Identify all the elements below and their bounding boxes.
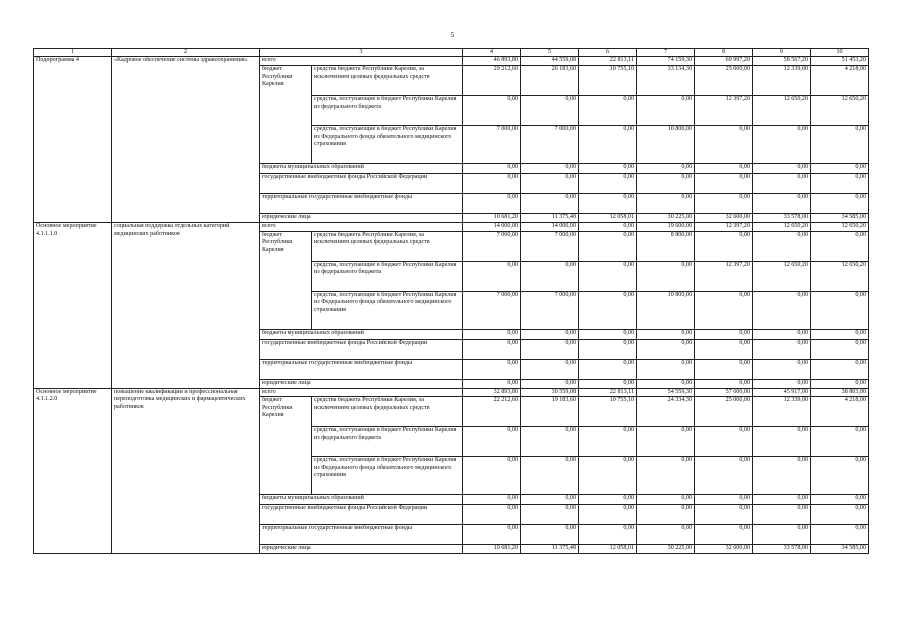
table-row bbox=[34, 388, 869, 397]
source-label: всего bbox=[260, 57, 463, 66]
value-cell: 0,00 bbox=[521, 505, 579, 525]
value-cell: 0,00 bbox=[811, 427, 869, 457]
value-cell: 0,00 bbox=[463, 495, 521, 505]
value-cell: 0,00 bbox=[579, 427, 637, 457]
value-cell: 0,00 bbox=[463, 96, 521, 126]
value-cell: 12 650,20 bbox=[811, 96, 869, 126]
value-cell: 0,00 bbox=[811, 525, 869, 545]
value-cell: 0,00 bbox=[521, 359, 579, 379]
table-row bbox=[34, 223, 869, 232]
value-cell: 22 212,60 bbox=[463, 397, 521, 427]
value-cell: 0,00 bbox=[637, 379, 695, 388]
funding-source-label: средства бюджета Республики Карелия, за исключением целевых федеральных средств bbox=[312, 231, 463, 261]
value-cell: 0,00 bbox=[637, 359, 695, 379]
header-cell: 1 bbox=[34, 49, 112, 57]
value-cell: 12 650,20 bbox=[811, 261, 869, 291]
funding-source-label: средства, поступающие в бюджет Республики Карелия из федерального бюджета bbox=[312, 427, 463, 457]
value-cell: 0,00 bbox=[753, 329, 811, 339]
table-row bbox=[34, 57, 869, 66]
value-cell: 12 650,20 bbox=[811, 223, 869, 232]
value-cell: 0,00 bbox=[579, 174, 637, 194]
value-cell: 0,00 bbox=[579, 359, 637, 379]
value-cell: 10 800,00 bbox=[637, 126, 695, 164]
value-cell: 14 000,00 bbox=[463, 223, 521, 232]
budget-table bbox=[33, 48, 869, 554]
value-cell: 7 000,00 bbox=[521, 126, 579, 164]
value-cell: 0,00 bbox=[579, 329, 637, 339]
value-cell: 0,00 bbox=[521, 164, 579, 174]
value-cell: 0,00 bbox=[579, 126, 637, 164]
value-cell: 12 339,00 bbox=[753, 397, 811, 427]
value-cell: 0,00 bbox=[463, 379, 521, 388]
value-cell: 0,00 bbox=[579, 231, 637, 261]
value-cell: 0,00 bbox=[811, 359, 869, 379]
value-cell: 0,00 bbox=[637, 164, 695, 174]
header-cell: 3 bbox=[260, 49, 463, 57]
measure-name: повышение квалификации и профессиональная переподготовка медицинских и фармацевтических работников bbox=[112, 388, 260, 554]
header-cell: 4 bbox=[463, 49, 521, 57]
value-cell: 0,00 bbox=[579, 194, 637, 214]
header-cell: 2 bbox=[112, 49, 260, 57]
value-cell: 0,00 bbox=[753, 505, 811, 525]
value-cell: 51 453,20 bbox=[811, 57, 869, 66]
value-cell: 0,00 bbox=[579, 525, 637, 545]
value-cell: 0,00 bbox=[753, 525, 811, 545]
value-cell: 11 375,48 bbox=[521, 214, 579, 223]
measure-code: Подпрограмма 4 bbox=[34, 57, 112, 223]
budget-label: бюджет Республики Карелия bbox=[260, 231, 312, 329]
value-cell: 0,00 bbox=[695, 174, 753, 194]
value-cell: 0,00 bbox=[521, 339, 579, 359]
value-cell: 0,00 bbox=[579, 457, 637, 495]
measure-name: «Кадровое обеспечение системы здравоохранения» bbox=[112, 57, 260, 223]
value-cell: 0,00 bbox=[753, 231, 811, 261]
value-cell: 0,00 bbox=[463, 525, 521, 545]
source-label: всего bbox=[260, 388, 463, 397]
value-cell: 0,00 bbox=[695, 525, 753, 545]
value-cell: 0,00 bbox=[811, 495, 869, 505]
value-cell: 0,00 bbox=[463, 329, 521, 339]
value-cell: 0,00 bbox=[695, 291, 753, 329]
value-cell: 25 000,00 bbox=[695, 66, 753, 96]
value-cell: 74 159,30 bbox=[637, 57, 695, 66]
value-cell: 0,00 bbox=[753, 379, 811, 388]
value-cell: 0,00 bbox=[637, 174, 695, 194]
value-cell: 34 585,00 bbox=[811, 545, 869, 554]
value-cell: 4 218,00 bbox=[811, 397, 869, 427]
budget-label: бюджет Республики Карелия bbox=[260, 66, 312, 164]
value-cell: 12 339,00 bbox=[753, 66, 811, 96]
value-cell: 0,00 bbox=[753, 339, 811, 359]
value-cell: 0,00 bbox=[521, 261, 579, 291]
value-cell: 0,00 bbox=[811, 457, 869, 495]
value-cell: 45 917,00 bbox=[753, 388, 811, 397]
value-cell: 12 397,20 bbox=[695, 96, 753, 126]
value-cell: 22 813,11 bbox=[579, 57, 637, 66]
source-label: территориальные государственные внебюджетные фонды bbox=[260, 525, 463, 545]
value-cell: 7 000,00 bbox=[521, 231, 579, 261]
value-cell: 0,00 bbox=[521, 96, 579, 126]
value-cell: 32 893,80 bbox=[463, 388, 521, 397]
value-cell: 0,00 bbox=[695, 126, 753, 164]
source-label: бюджеты муниципальных образований bbox=[260, 164, 463, 174]
value-cell: 0,00 bbox=[521, 329, 579, 339]
value-cell: 44 559,08 bbox=[521, 57, 579, 66]
value-cell: 0,00 bbox=[637, 505, 695, 525]
value-cell: 12 650,20 bbox=[753, 96, 811, 126]
value-cell: 0,00 bbox=[521, 495, 579, 505]
value-cell: 0,00 bbox=[811, 379, 869, 388]
value-cell: 19 600,00 bbox=[637, 223, 695, 232]
source-label: территориальные государственные внебюджетные фонды bbox=[260, 359, 463, 379]
value-cell: 0,00 bbox=[637, 194, 695, 214]
funding-source-label: средства, поступающие в бюджет Республики Карелия из Федерального фонда обязательного медицинского страхования bbox=[312, 126, 463, 164]
value-cell: 12 397,20 bbox=[695, 223, 753, 232]
value-cell: 0,00 bbox=[463, 359, 521, 379]
value-cell: 0,00 bbox=[811, 174, 869, 194]
value-cell: 0,00 bbox=[811, 339, 869, 359]
funding-source-label: средства, поступающие в бюджет Республики Карелия из Федерального фонда обязательного медицинского страхования bbox=[312, 291, 463, 329]
value-cell: 0,00 bbox=[753, 194, 811, 214]
value-cell: 10 755,10 bbox=[579, 66, 637, 96]
value-cell: 8 800,00 bbox=[637, 231, 695, 261]
value-cell: 0,00 bbox=[579, 164, 637, 174]
value-cell: 0,00 bbox=[811, 505, 869, 525]
value-cell: 0,00 bbox=[637, 329, 695, 339]
value-cell: 33 578,00 bbox=[753, 214, 811, 223]
value-cell: 0,00 bbox=[637, 96, 695, 126]
value-cell: 69 997,20 bbox=[695, 57, 753, 66]
measure-code: Основное мероприятие 4.1.1.1.0 bbox=[34, 223, 112, 389]
value-cell: 0,00 bbox=[695, 164, 753, 174]
value-cell: 0,00 bbox=[463, 261, 521, 291]
source-label: государственные внебюджетные фонды Российской Федерации bbox=[260, 339, 463, 359]
value-cell: 14 000,00 bbox=[521, 223, 579, 232]
value-cell: 0,00 bbox=[811, 164, 869, 174]
value-cell: 0,00 bbox=[637, 525, 695, 545]
value-cell: 0,00 bbox=[579, 291, 637, 329]
value-cell: 0,00 bbox=[521, 174, 579, 194]
budget-label: бюджет Республики Карелия bbox=[260, 397, 312, 495]
value-cell: 0,00 bbox=[637, 427, 695, 457]
value-cell: 0,00 bbox=[637, 457, 695, 495]
value-cell: 0,00 bbox=[579, 505, 637, 525]
value-cell: 0,00 bbox=[811, 291, 869, 329]
value-cell: 57 600,00 bbox=[695, 388, 753, 397]
value-cell: 0,00 bbox=[637, 339, 695, 359]
source-label: юридические лица bbox=[260, 214, 463, 223]
measure-code: Основное мероприятие 4.1.1.2.0 bbox=[34, 388, 112, 554]
source-label: всего bbox=[260, 223, 463, 232]
value-cell: 33 134,30 bbox=[637, 66, 695, 96]
header-cell: 7 bbox=[637, 49, 695, 57]
source-label: бюджеты муниципальных образований bbox=[260, 329, 463, 339]
value-cell: 4 218,00 bbox=[811, 66, 869, 96]
header-cell: 8 bbox=[695, 49, 753, 57]
header-cell: 9 bbox=[753, 49, 811, 57]
value-cell: 30 225,00 bbox=[637, 545, 695, 554]
value-cell: 0,00 bbox=[579, 261, 637, 291]
value-cell: 11 375,48 bbox=[521, 545, 579, 554]
value-cell: 0,00 bbox=[521, 427, 579, 457]
value-cell: 30 225,00 bbox=[637, 214, 695, 223]
value-cell: 0,00 bbox=[463, 339, 521, 359]
value-cell: 7 000,00 bbox=[463, 231, 521, 261]
value-cell: 38 803,00 bbox=[811, 388, 869, 397]
funding-source-label: средства, поступающие в бюджет Республики Карелия из федерального бюджета bbox=[312, 261, 463, 291]
value-cell: 0,00 bbox=[753, 174, 811, 194]
value-cell: 58 567,20 bbox=[753, 57, 811, 66]
value-cell: 0,00 bbox=[695, 231, 753, 261]
value-cell: 7 000,00 bbox=[463, 126, 521, 164]
page-number: 5 bbox=[450, 31, 455, 39]
value-cell: 46 893,80 bbox=[463, 57, 521, 66]
value-cell: 0,00 bbox=[637, 261, 695, 291]
value-cell: 0,00 bbox=[695, 339, 753, 359]
value-cell: 10 681,20 bbox=[463, 545, 521, 554]
source-label: территориальные государственные внебюджетные фонды bbox=[260, 194, 463, 214]
value-cell: 0,00 bbox=[695, 495, 753, 505]
funding-source-label: средства бюджета Республики Карелия, за исключением целевых федеральных средств bbox=[312, 66, 463, 96]
value-cell: 0,00 bbox=[579, 96, 637, 126]
measure-name: социальная поддержка отдельных категорий медицинских работников bbox=[112, 223, 260, 389]
header-cell: 10 bbox=[811, 49, 869, 57]
value-cell: 12 058,01 bbox=[579, 545, 637, 554]
value-cell: 54 559,30 bbox=[637, 388, 695, 397]
value-cell: 0,00 bbox=[695, 457, 753, 495]
value-cell: 34 585,00 bbox=[811, 214, 869, 223]
value-cell: 10 755,10 bbox=[579, 397, 637, 427]
value-cell: 0,00 bbox=[753, 427, 811, 457]
value-cell: 12 058,01 bbox=[579, 214, 637, 223]
value-cell: 0,00 bbox=[579, 339, 637, 359]
value-cell: 0,00 bbox=[811, 231, 869, 261]
value-cell: 0,00 bbox=[811, 194, 869, 214]
value-cell: 7 000,00 bbox=[521, 291, 579, 329]
source-label: бюджеты муниципальных образований bbox=[260, 495, 463, 505]
value-cell: 0,00 bbox=[753, 291, 811, 329]
value-cell: 25 000,00 bbox=[695, 397, 753, 427]
value-cell: 0,00 bbox=[695, 427, 753, 457]
source-label: государственные внебюджетные фонды Российской Федерации bbox=[260, 174, 463, 194]
value-cell: 0,00 bbox=[695, 194, 753, 214]
value-cell: 0,00 bbox=[695, 379, 753, 388]
value-cell: 0,00 bbox=[811, 126, 869, 164]
value-cell: 30 559,08 bbox=[521, 388, 579, 397]
value-cell: 12 650,20 bbox=[753, 223, 811, 232]
value-cell: 24 334,30 bbox=[637, 397, 695, 427]
value-cell: 0,00 bbox=[637, 495, 695, 505]
value-cell: 0,00 bbox=[695, 359, 753, 379]
value-cell: 0,00 bbox=[579, 495, 637, 505]
value-cell: 0,00 bbox=[579, 223, 637, 232]
value-cell: 0,00 bbox=[695, 505, 753, 525]
table-body bbox=[34, 57, 869, 554]
value-cell: 26 183,60 bbox=[521, 66, 579, 96]
value-cell: 12 397,20 bbox=[695, 261, 753, 291]
value-cell: 10 800,00 bbox=[637, 291, 695, 329]
value-cell: 12 650,20 bbox=[753, 261, 811, 291]
source-label: юридические лица bbox=[260, 545, 463, 554]
value-cell: 33 578,00 bbox=[753, 545, 811, 554]
value-cell: 7 000,00 bbox=[463, 291, 521, 329]
value-cell: 0,00 bbox=[521, 525, 579, 545]
header-row bbox=[34, 49, 869, 57]
header-cell: 6 bbox=[579, 49, 637, 57]
funding-source-label: средства бюджета Республики Карелия, за исключением целевых федеральных средств bbox=[312, 397, 463, 427]
value-cell: 0,00 bbox=[521, 457, 579, 495]
value-cell: 0,00 bbox=[521, 194, 579, 214]
value-cell: 0,00 bbox=[463, 164, 521, 174]
value-cell: 0,00 bbox=[753, 495, 811, 505]
value-cell: 29 212,60 bbox=[463, 66, 521, 96]
value-cell: 0,00 bbox=[463, 194, 521, 214]
value-cell: 10 681,20 bbox=[463, 214, 521, 223]
value-cell: 0,00 bbox=[463, 505, 521, 525]
value-cell: 0,00 bbox=[811, 329, 869, 339]
value-cell: 19 183,60 bbox=[521, 397, 579, 427]
value-cell: 32 600,00 bbox=[695, 214, 753, 223]
value-cell: 0,00 bbox=[463, 427, 521, 457]
funding-source-label: средства, поступающие в бюджет Республики Карелия из федерального бюджета bbox=[312, 96, 463, 126]
header-cell: 5 bbox=[521, 49, 579, 57]
source-label: государственные внебюджетные фонды Российской Федерации bbox=[260, 505, 463, 525]
value-cell: 32 600,00 bbox=[695, 545, 753, 554]
value-cell: 0,00 bbox=[753, 164, 811, 174]
value-cell: 0,00 bbox=[463, 174, 521, 194]
value-cell: 22 813,11 bbox=[579, 388, 637, 397]
source-label: юридические лица bbox=[260, 379, 463, 388]
value-cell: 0,00 bbox=[753, 359, 811, 379]
value-cell: 0,00 bbox=[695, 329, 753, 339]
value-cell: 0,00 bbox=[463, 457, 521, 495]
value-cell: 0,00 bbox=[521, 379, 579, 388]
value-cell: 0,00 bbox=[753, 457, 811, 495]
funding-source-label: средства, поступающие в бюджет Республики Карелия из Федерального фонда обязательного медицинского страхования bbox=[312, 457, 463, 495]
value-cell: 0,00 bbox=[579, 379, 637, 388]
value-cell: 0,00 bbox=[753, 126, 811, 164]
